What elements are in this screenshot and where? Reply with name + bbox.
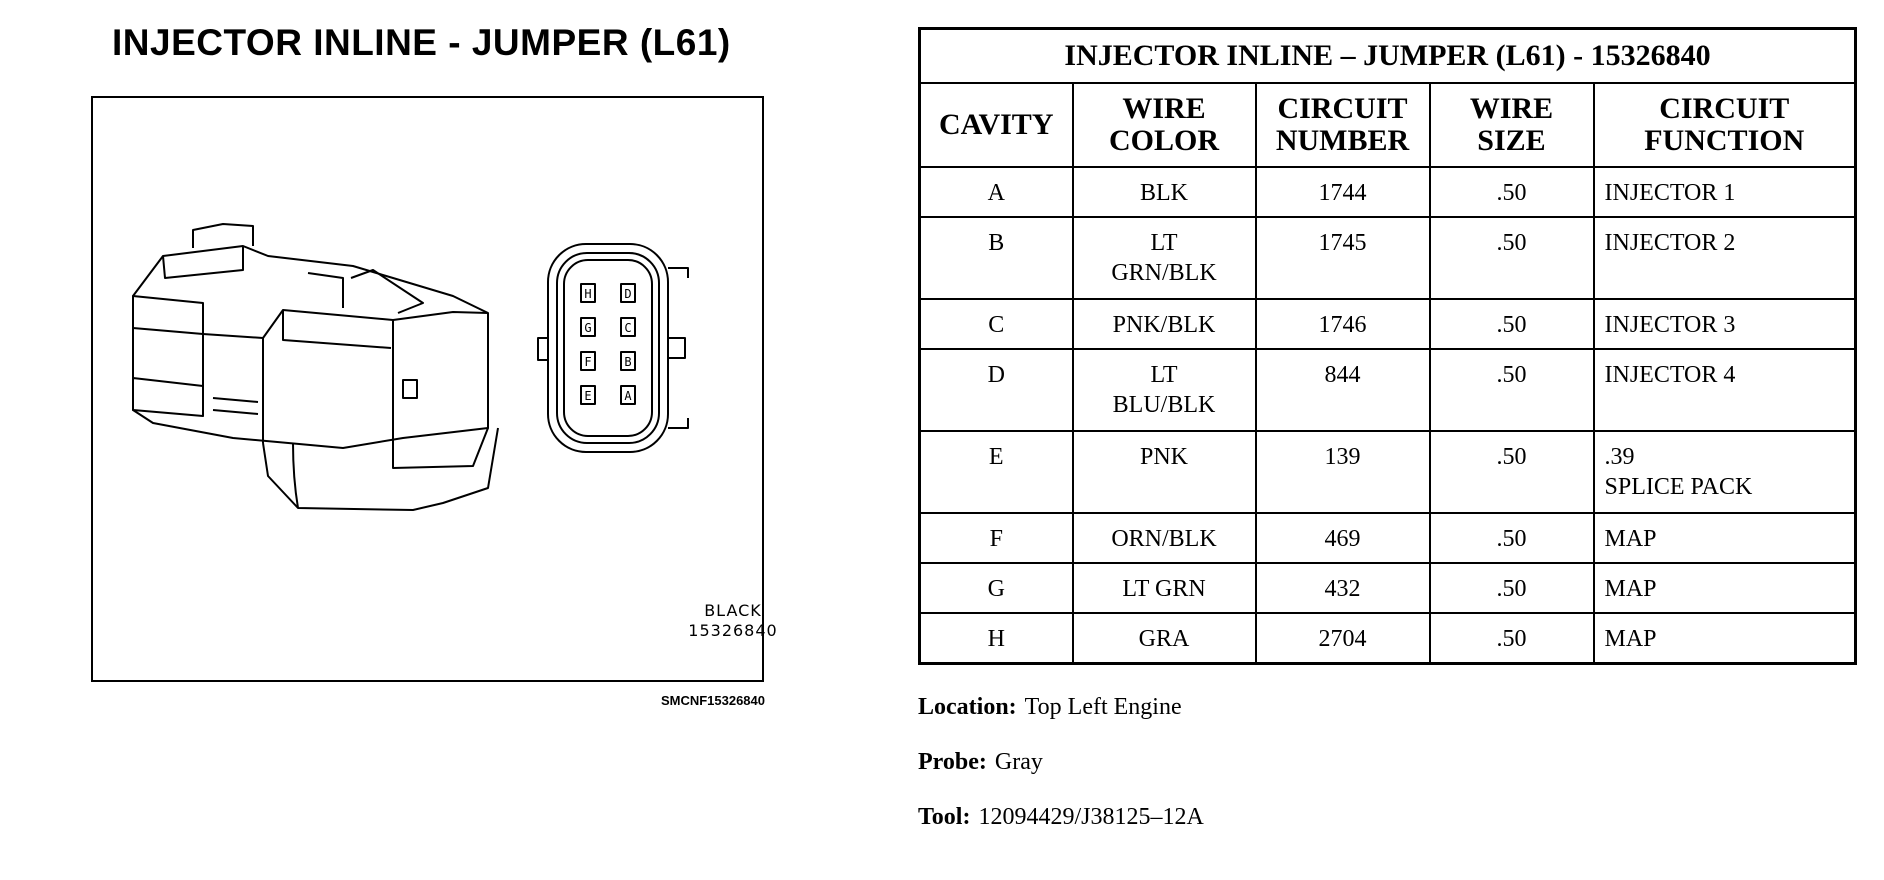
cavity-cell: C xyxy=(920,299,1073,349)
wire-color-cell: PNK/BLK xyxy=(1073,299,1256,349)
circuit-number-cell: 1744 xyxy=(1256,167,1430,217)
cavity-cell: G xyxy=(920,563,1073,613)
location-note: Location: Top Left Engine xyxy=(918,694,1182,720)
circuit-number-cell: 1745 xyxy=(1256,217,1430,299)
header-circuit-number: CIRCUIT NUMBER xyxy=(1256,83,1430,167)
header-wire-size: WIRE SIZE xyxy=(1430,83,1594,167)
circuit-number-cell: 469 xyxy=(1256,513,1430,563)
wire-color-cell: PNK xyxy=(1073,431,1256,513)
header-cavity: CAVITY xyxy=(920,83,1073,167)
circuit-function-cell: MAP xyxy=(1594,513,1856,563)
header-circuit-function: CIRCUIT FUNCTION xyxy=(1594,83,1856,167)
wire-size-cell: .50 xyxy=(1430,513,1594,563)
connector-caption xyxy=(653,601,813,641)
terminal-cavities-right xyxy=(621,284,635,404)
terminal-letter: H xyxy=(584,287,592,301)
wire-size-cell: .50 xyxy=(1430,299,1594,349)
wire-color-cell: LT GRN xyxy=(1073,563,1256,613)
connector-front-view xyxy=(538,244,688,452)
table-row xyxy=(920,299,1856,349)
cavity-cell: B xyxy=(920,217,1073,299)
terminal-letter: F xyxy=(584,355,592,369)
connector-title: INJECTOR INLINE - JUMPER (L61) xyxy=(112,22,731,63)
cavity-cell: D xyxy=(920,349,1073,431)
terminal-letter: A xyxy=(624,389,632,403)
terminal-letter: G xyxy=(584,321,592,335)
circuit-function-cell: .39 SPLICE PACK xyxy=(1594,431,1856,513)
terminal-letter: C xyxy=(624,321,632,335)
cavity-cell: F xyxy=(920,513,1073,563)
terminal-letter: E xyxy=(584,389,592,403)
table-title: INJECTOR INLINE – JUMPER (L61) - 15326840 xyxy=(920,29,1856,84)
table-row xyxy=(920,431,1856,513)
cavity-cell: E xyxy=(920,431,1073,513)
cavity-cell: H xyxy=(920,613,1073,663)
table-row xyxy=(920,349,1856,431)
table-row xyxy=(920,613,1856,663)
circuit-function-cell: INJECTOR 3 xyxy=(1594,299,1856,349)
cavity-cell: A xyxy=(920,167,1073,217)
wire-size-cell: .50 xyxy=(1430,563,1594,613)
wire-size-cell: .50 xyxy=(1430,167,1594,217)
connector-illustration-panel xyxy=(91,96,778,682)
circuit-number-cell: 1746 xyxy=(1256,299,1430,349)
wire-color-cell: BLK xyxy=(1073,167,1256,217)
figure-code: SMCNF15326840 xyxy=(660,693,765,708)
circuit-function-cell: INJECTOR 1 xyxy=(1594,167,1856,217)
connector-side-view xyxy=(133,224,498,510)
header-wire-color: WIRE COLOR xyxy=(1073,83,1256,167)
wire-color-cell: GRA xyxy=(1073,613,1256,663)
wire-color-cell: ORN/BLK xyxy=(1073,513,1256,563)
terminal-letter: D xyxy=(624,287,632,301)
table-row xyxy=(920,513,1856,563)
wire-size-cell: .50 xyxy=(1430,349,1594,431)
wire-size-cell: .50 xyxy=(1430,613,1594,663)
table-row xyxy=(920,217,1856,299)
pinout-table xyxy=(918,27,1857,665)
wire-color-cell: LT GRN/BLK xyxy=(1073,217,1256,299)
circuit-function-cell: INJECTOR 4 xyxy=(1594,349,1856,431)
connector-notes xyxy=(918,694,1204,859)
terminal-cavities-left xyxy=(581,284,595,404)
tool-note: Tool: 12094429/J38125–12A xyxy=(918,804,1204,830)
circuit-number-cell: 432 xyxy=(1256,563,1430,613)
pinout-rows xyxy=(920,167,1856,663)
table-row xyxy=(920,563,1856,613)
table-row xyxy=(920,167,1856,217)
circuit-function-cell: INJECTOR 2 xyxy=(1594,217,1856,299)
wire-color-cell: LT BLU/BLK xyxy=(1073,349,1256,431)
wire-size-cell: .50 xyxy=(1430,217,1594,299)
circuit-function-cell: MAP xyxy=(1594,613,1856,663)
probe-note: Probe: Gray xyxy=(918,749,1043,775)
connector-illustration xyxy=(93,98,766,684)
circuit-number-cell: 139 xyxy=(1256,431,1430,513)
circuit-number-cell: 2704 xyxy=(1256,613,1430,663)
connector-color: BLACK xyxy=(704,601,762,620)
circuit-function-cell: MAP xyxy=(1594,563,1856,613)
circuit-number-cell: 844 xyxy=(1256,349,1430,431)
terminal-letter: B xyxy=(624,355,632,369)
wire-size-cell: .50 xyxy=(1430,431,1594,513)
connector-part-number: 15326840 xyxy=(688,621,778,640)
